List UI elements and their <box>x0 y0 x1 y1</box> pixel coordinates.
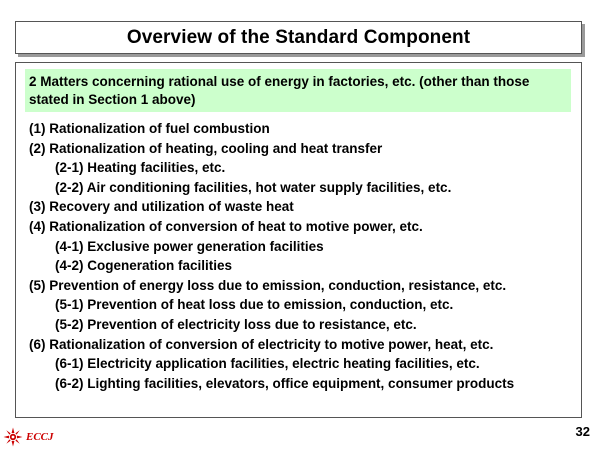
list-item: (4-2) Cogeneration facilities <box>55 258 233 274</box>
title-box <box>15 21 582 54</box>
list-item: (3) Recovery and utilization of waste heat <box>29 199 294 215</box>
list-item: (5-2) Prevention of electricity loss due to resistance, etc. <box>55 316 417 332</box>
list-item: (5) Prevention of energy loss due to emission, conduction, resistance, etc. <box>29 277 507 293</box>
eccj-logo-icon <box>3 427 23 447</box>
list-item: (4) Rationalization of conversion of heat to motive power, etc. <box>29 218 423 234</box>
page-number: 32 <box>575 424 590 439</box>
list-item: (6-1) Electricity application facilities, electric heating facilities, etc. <box>55 356 480 372</box>
logo <box>3 427 54 447</box>
list-item: (6) Rationalization of conversion of electricity to motive power, heat, etc. <box>29 336 494 352</box>
list-item: (5-1) Prevention of heat loss due to emission, conduction, etc. <box>55 297 454 313</box>
list-item: (2-1) Heating facilities, etc. <box>55 160 226 176</box>
list-item: (2) Rationalization of heating, cooling and heat transfer <box>29 140 383 156</box>
logo-text: ECCJ <box>26 431 54 443</box>
content-box <box>15 62 582 418</box>
section-heading: 2 Matters concerning rational use of energy in factories, etc. (other than those stated in Section 1 above) <box>25 69 571 112</box>
list-item: (4-1) Exclusive power generation facilities <box>55 238 324 254</box>
item-list <box>29 119 574 393</box>
slide-title: Overview of the Standard Component <box>126 26 471 48</box>
list-item: (1) Rationalization of fuel combustion <box>29 121 270 136</box>
list-item: (6-2) Lighting facilities, elevators, office equipment, consumer products <box>55 375 515 391</box>
list-item: (2-2) Air conditioning facilities, hot water supply facilities, etc. <box>55 179 452 195</box>
